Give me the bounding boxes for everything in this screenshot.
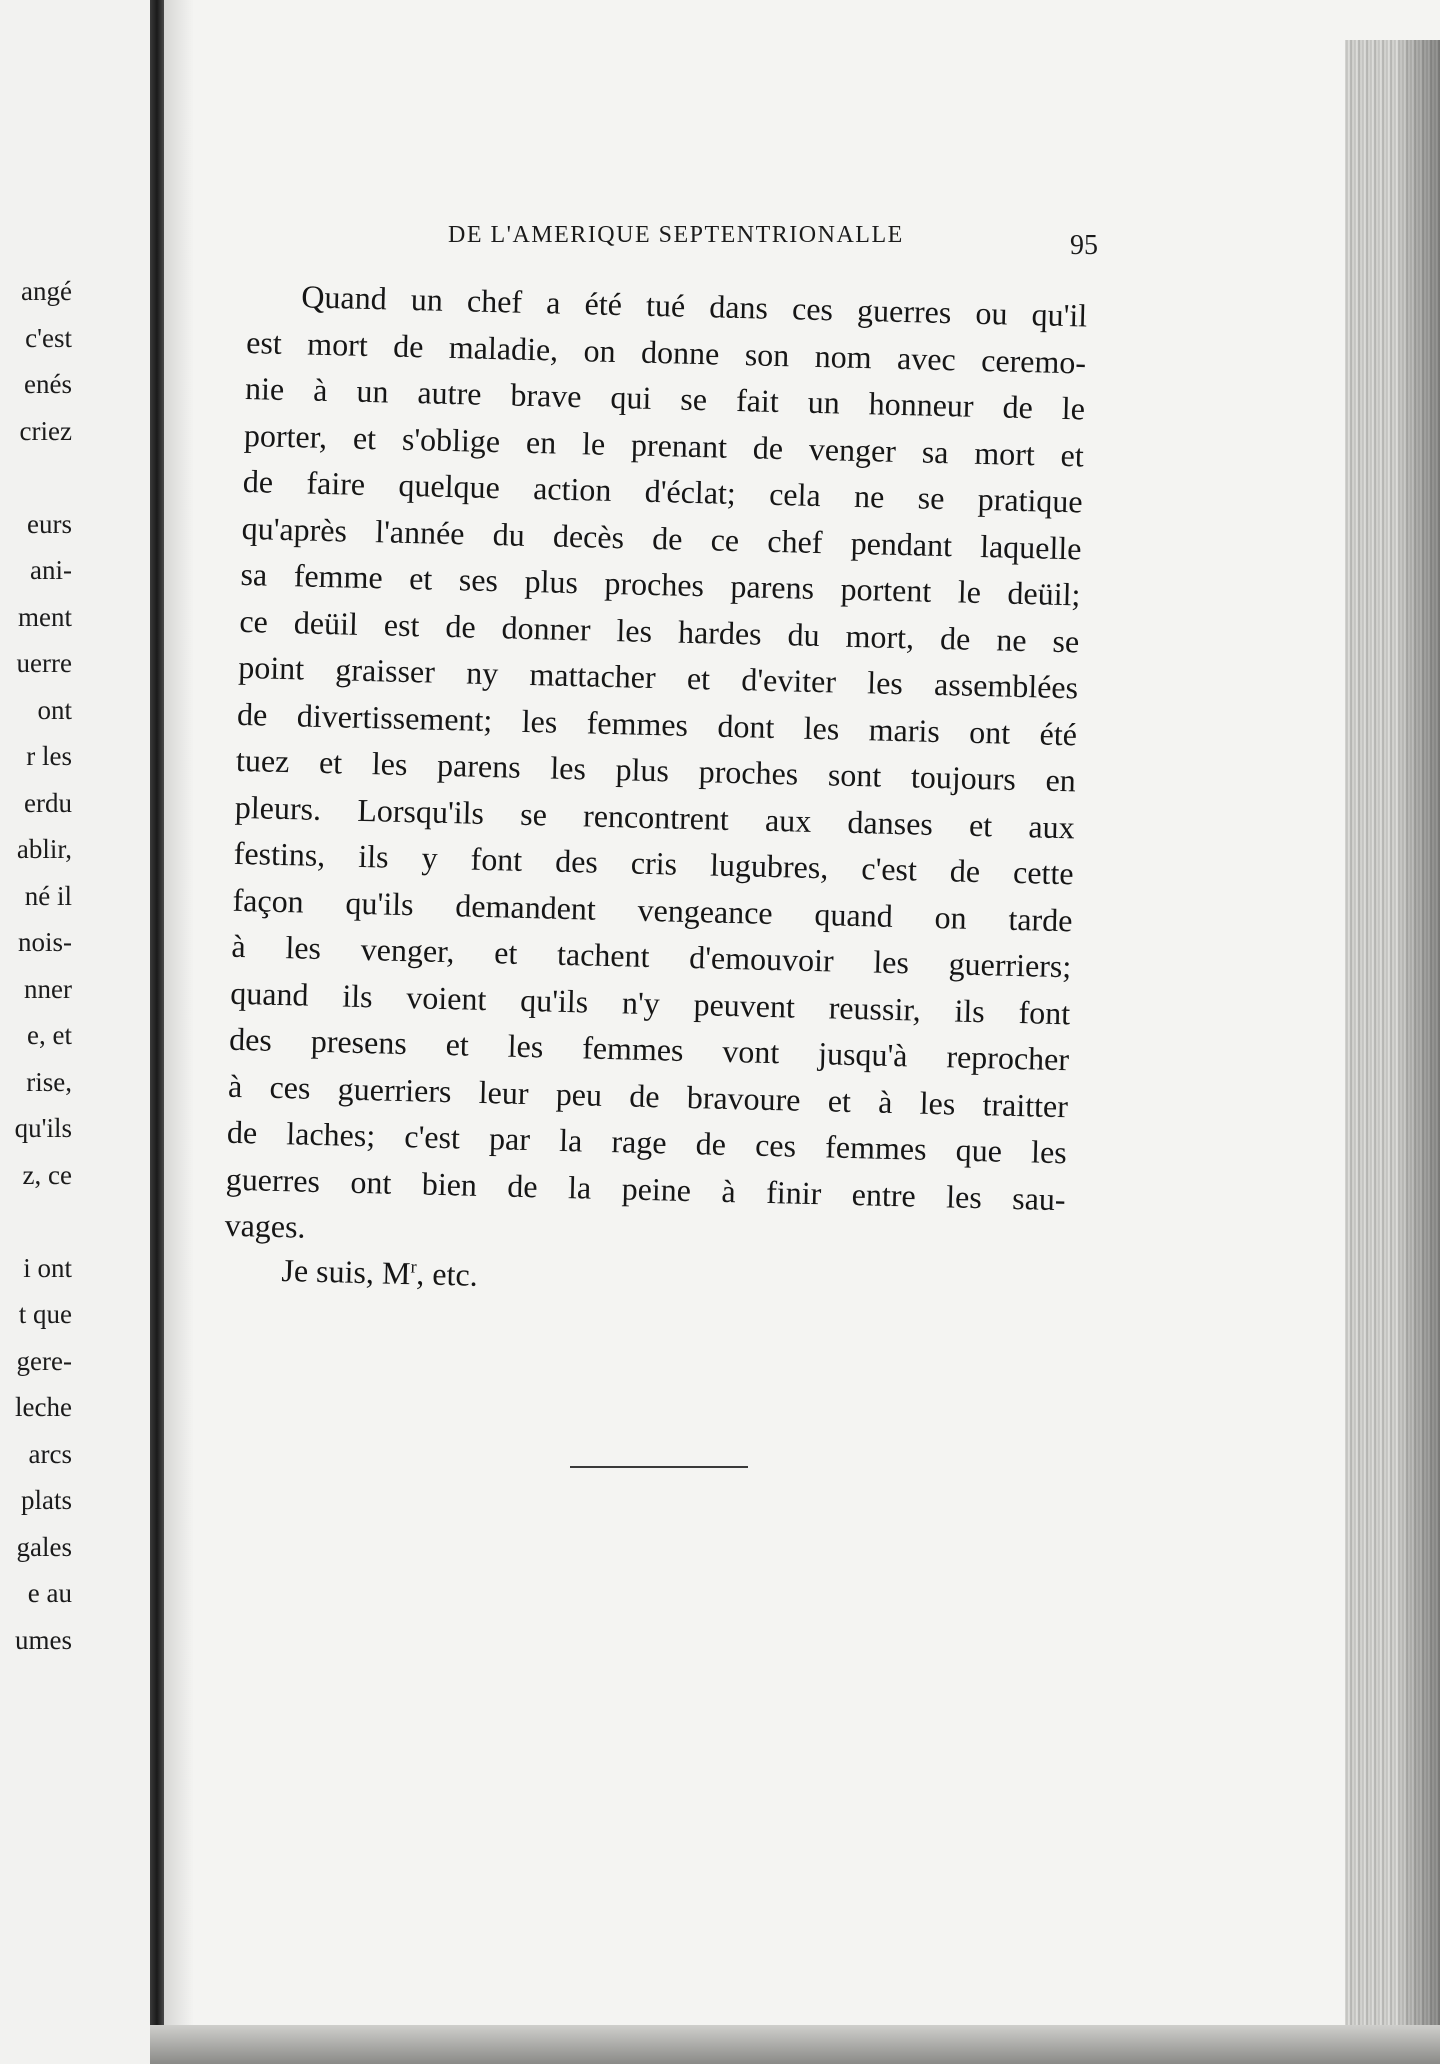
left-page-line: umes [15,1624,72,1655]
paragraph-line: vages. [224,1206,306,1245]
left-page-line: t que [18,1299,72,1329]
paragraph-line: pleurs. Lorsqu'ils se rencontrent aux danses et aux [234,788,1076,845]
left-page-line: eurs [27,508,72,539]
page-edges-shadow [1400,40,1440,2030]
paragraph-line: de divertissement; les femmes dont les maris ont été [236,695,1078,752]
left-page-line: e au [27,1578,72,1608]
left-page-line: ment [18,601,72,632]
left-page-line: i ont [23,1252,72,1283]
paragraph-line: sa femme et ses plus proches parens portent le deüil; [240,555,1081,613]
left-facing-page [0,0,150,2064]
left-page-line: nner [24,973,72,1004]
paragraph-line: point graisser ny mattacher et d'eviter les assemblées [237,648,1079,706]
paragraph-line: façon qu'ils demandent vengeance quand on tarde [232,881,1073,938]
paragraph-line: de laches; c'est par la rage de ces femmes que les [226,1113,1068,1171]
left-page-line: r les [26,741,72,771]
paragraph-line: qu'après l'année du decès de ce chef pendant laquelle [241,509,1082,566]
paragraph-line: à les venger, et tachent d'emouvoir les guerriers; [231,927,1072,985]
paragraph-line: est mort de maladie, on donne son nom avec ceremo- [245,323,1087,380]
paragraph-line: quand ils voient qu'ils n'y peuvent reussir, ils font [229,974,1071,1031]
left-page-line: z, ce [22,1159,72,1190]
paragraph-line: à ces guerriers leur peu de bravoure et à les traitter [227,1067,1069,1124]
book-gutter [150,0,164,2064]
left-page-line: enés [24,369,72,399]
closing-main: Je suis, M [281,1252,411,1292]
left-page-line: plats [21,1485,72,1515]
end-rule [570,1466,748,1468]
left-page-line: e, et [27,1020,72,1050]
left-page-line: gere- [16,1345,72,1376]
left-page-line: uerre [16,648,72,678]
left-page-line: né il [24,880,72,911]
closing-superscript: r [410,1256,417,1277]
left-page-line: rise, [26,1066,72,1097]
left-page-text [0,268,72,1663]
left-page-line: criez [19,415,72,446]
closing-line [281,1252,478,1294]
gutter-shadow [164,0,194,2064]
paragraph-line: festins, ils y font des cris lugubres, c'est de cette [233,834,1074,892]
left-page-line [0,1198,72,1245]
left-page-line: c'est [25,322,72,353]
left-page-line: nois- [18,927,72,957]
left-page-line [0,454,72,501]
left-page-line: ani- [30,555,72,585]
body-paragraph [224,272,1088,1269]
paragraph-line: de faire quelque action d'éclat; cela ne se pratique [242,462,1084,520]
paragraph-line: des presens et les femmes vont jusqu'à reprocher [228,1020,1070,1078]
left-page-line: erdu [24,787,72,818]
left-page-line: arcs [28,1438,72,1469]
left-page-line: qu'ils [14,1113,72,1143]
left-page-line: leche [15,1392,72,1422]
paragraph-line: guerres ont bien de la peine à finir entre les sau- [225,1160,1067,1217]
paragraph-line: tuez et les parens les plus proches sont toujours en [235,741,1077,799]
closing-tail: , etc. [415,1255,479,1293]
paragraph-line: ce deüil est de donner les hardes du mort, de ne se [239,602,1080,659]
bottom-edge [150,2025,1440,2064]
paragraph-line: nie à un autre brave qui se fait un honneur de le [244,369,1086,427]
paragraph-line: Quand un chef a été tué dans ces guerres ou qu'il [300,278,1088,334]
left-page-line: ablir, [16,834,72,864]
left-page-line: angé [21,276,72,306]
left-page-line: gales [16,1531,72,1562]
running-head: DE L'AMERIQUE SEPTENTRIONALLE [448,222,904,248]
page-number: 95 [1070,230,1098,261]
left-page-line: ont [37,694,72,725]
paragraph-line: porter, et s'oblige en le prenant de venger sa mort et [243,416,1085,473]
